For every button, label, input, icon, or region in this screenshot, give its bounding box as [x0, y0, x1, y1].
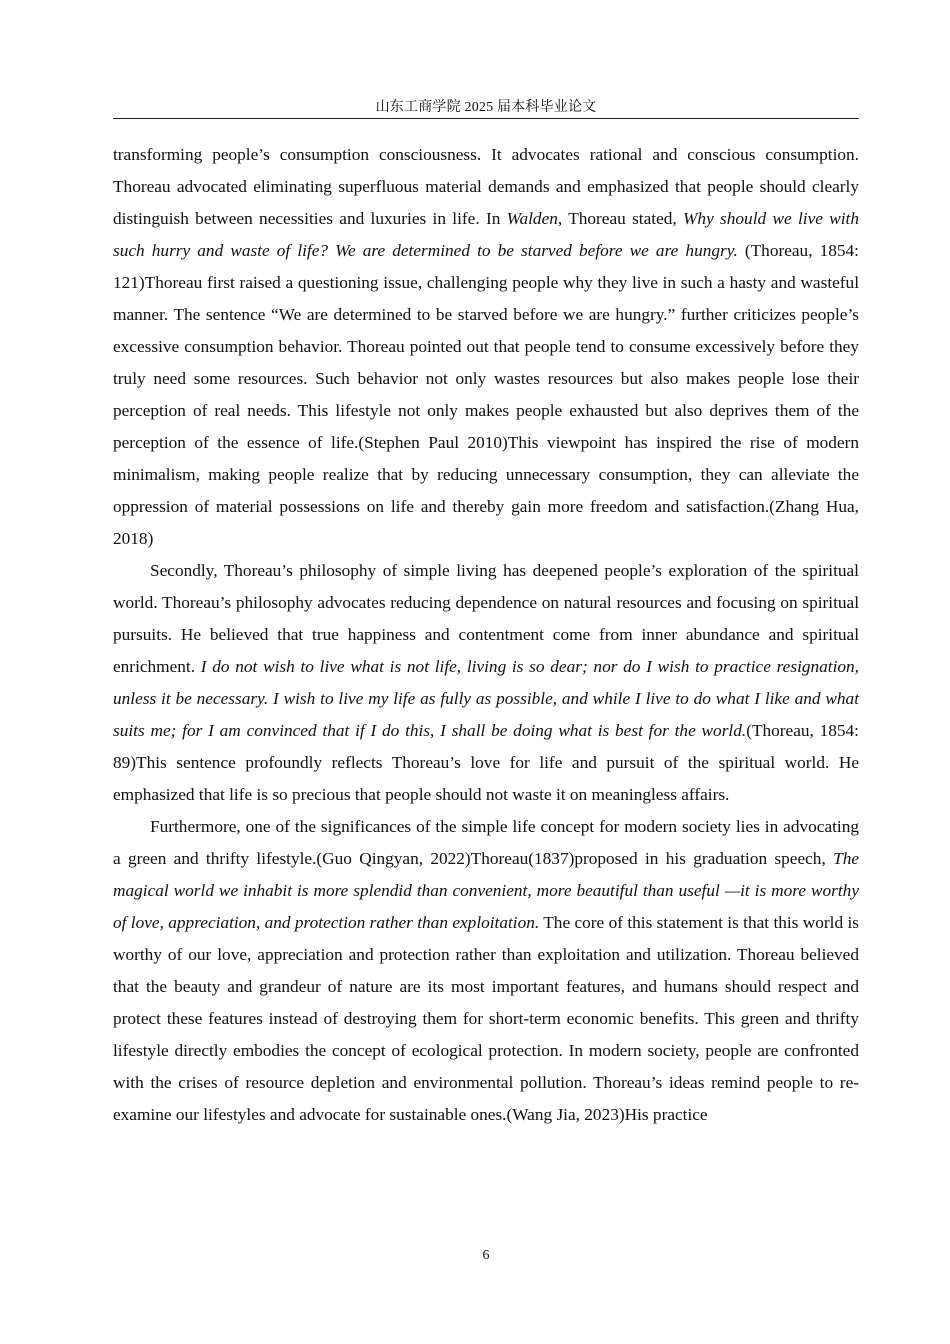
paragraph-text: (Thoreau, 1854: 121)Thoreau first raised a questioning issue, challenging people why they live in such a hasty and wasteful manner. The sentence “We are determined to be starved before we are hungry.” further criticizes people’s excessive consumption behavior. Thoreau pointed out that people tend to consume excessively before they truly need some resources. Such behavior not only wastes resources but also makes people lose their perception of real needs. This lifestyle not only makes people exhausted but also deprives them of the perception of the essence of life.(Stephen Paul 2010)This viewpoint has inspired the rise of modern minimalism, making people realize that by reducing unnecessary consumption, they can alleviate the oppression of material possessions on life and thereby gain more freedom and satisfaction.(Zhang Hua, 2018) [113, 241, 859, 548]
paragraph [113, 555, 859, 811]
paragraph [113, 811, 859, 1131]
paragraph-text: The core of this statement is that this world is worthy of our love, appreciation and protection rather than exploitation and utilization. Thoreau believed that the beauty and grandeur of nature are its most important features, and humans should respect and protect these features instead of destroying them for short-term economic benefits. This green and thrifty lifestyle directly embodies the concept of ecological protection. In modern society, people are confronted with the crises of resource depletion and environmental pollution. Thoreau’s ideas remind people to re-examine our lifestyles and advocate for sustainable ones.(Wang Jia, 2023)His practice [113, 913, 859, 1124]
header-divider [113, 118, 859, 119]
paragraph [113, 139, 859, 555]
italic-quote-text: The magical world we inhabit is more splendid than convenient, more beautiful than useful —it is more worthy of love, appreciation, and protection rather than exploitation. [113, 849, 859, 932]
paragraph-text: transforming people’s consumption consciousness. It advocates rational and conscious consumption. Thoreau advocated eliminating superfluous material demands and emphasized that people should clearly distinguish between necessities and luxuries in life. In [113, 145, 859, 228]
running-header: 山东工商学院 2025 届本科毕业论文 [375, 100, 597, 115]
page-number: 6 [482, 1248, 490, 1263]
paragraph-text: Furthermore, one of the significances of the simple life concept for modern society lies in advocating a green and thrifty lifestyle.(Guo Qingyan, 2022)Thoreau(1837)proposed in his graduation speech, [113, 817, 859, 868]
italic-quote-text: I do not wish to live what is not life, living is so dear; nor do I wish to practice resignation, unless it be necessary. I wish to live my life as fully as possible, and while I live to do what I like and what suits me; for I am convinced that if I do this, I shall be doing what is best for the world. [113, 657, 859, 740]
paragraph-text: Secondly, Thoreau’s philosophy of simple living has deepened people’s exploration of the spiritual world. Thoreau’s philosophy advocates reducing dependence on natural resources and focusing on spiritual pursuits. He believed that true happiness and contentment come from inner abundance and spiritual enrichment. [113, 561, 859, 676]
paragraph-text: , Thoreau stated, [557, 209, 684, 228]
body-text [113, 139, 859, 1131]
paragraph-text: (Thoreau, 1854: 89)This sentence profoundly reflects Thoreau’s love for life and pursuit of the spiritual world. He emphasized that life is so precious that people should not waste it on meaningless affairs. [113, 721, 859, 804]
italic-quote-text: Why should we live with such hurry and waste of life? We are determined to be starved before we are hungry. [113, 209, 859, 260]
italic-quote-text: Walden [506, 209, 558, 228]
